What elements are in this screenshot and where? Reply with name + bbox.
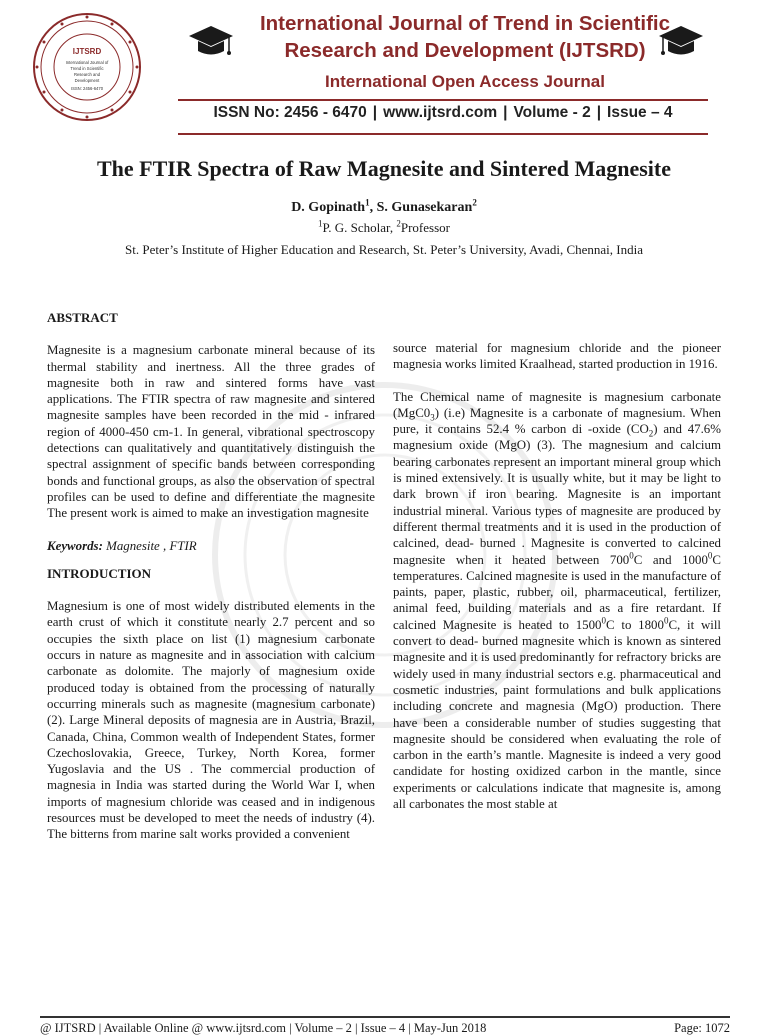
degree-sup: 0: [601, 615, 606, 626]
authors: [0, 197, 768, 216]
keywords: [47, 538, 375, 554]
svg-text:Research and: Research and: [73, 72, 101, 77]
degree-sup: 0: [629, 550, 634, 561]
role-text: Professor: [400, 220, 450, 235]
journal-title: [230, 10, 700, 64]
issue: Issue – 4: [607, 104, 673, 121]
author-sup: 1: [365, 197, 370, 208]
role-sup: 1: [318, 218, 323, 229]
page-footer: [40, 1021, 730, 1036]
paragraph: source material for magnesium chloride and the pioneer magnesia works limited Kraalhead, started production in 1916.: [393, 341, 721, 372]
journal-header: [0, 0, 768, 140]
abstract-heading: ABSTRACT: [47, 310, 118, 325]
text-run: ) (i.e) Magnesite is a carbonate of magnesium. When pure, it contains 52.4 % carbon di -oxide (CO: [393, 405, 721, 437]
text-run: C temperatures. Calcined magnesite is used in the manufacture of paints, paper, plastic, rubber, oil, pharmaceutical, fertilizer, animal feed, building materials and as a fire retardant. If calcined Magnesite is heated to 1500: [393, 552, 721, 632]
introduction-heading: INTRODUCTION: [47, 565, 152, 581]
svg-text:Trend in Scientific: Trend in Scientific: [70, 66, 104, 71]
issn-line: [178, 104, 708, 122]
svg-text:ISSN: 2456-6470: ISSN: 2456-6470: [70, 86, 104, 91]
separator: |: [596, 104, 602, 121]
separator: |: [503, 104, 508, 121]
graduation-cap-icon: [188, 24, 234, 62]
svg-text:Development: Development: [74, 78, 100, 83]
right-column: [393, 340, 721, 828]
degree-sup: 0: [707, 550, 713, 561]
degree-sup: 0: [663, 615, 669, 626]
text-run: C to 1800: [606, 617, 664, 632]
header-divider: [178, 99, 708, 101]
website-link[interactable]: www.ijtsrd.com: [383, 104, 498, 121]
author-roles: [0, 220, 768, 236]
issn: ISSN No: 2456 - 6470: [213, 104, 367, 121]
paper-title: The FTIR Spectra of Raw Magnesite and Sintered Magnesite: [97, 156, 671, 181]
footer-citation: @ IJTSRD | Available Online @ www.ijtsrd.com | Volume – 2 | Issue – 4 | May-Jun 2018: [40, 1021, 487, 1035]
author-name: S. Gunasekaran: [376, 200, 473, 215]
svg-text:International Journal of: International Journal of: [65, 60, 109, 65]
abstract-text: Magnesite is a magnesium carbonate mineral because of its thermal stability and inertness. All the three grades of magnesite both in raw and sintered forms have vast applications. The FTIR spectra of raw magnesite and sintered magnesite samples have been recorded in the mid - infrared region of 4000-450 cm-1. In general, vibrational spectroscopy detections can qualitatively and quantitatively distinguish the spectral assignment of specific bands between corresponding bonds and functional groups, as also the observation of spectral profiles can be used to define and differentiate the magnesite The present work is aimed to make an investigation magnesite: [47, 343, 375, 521]
keywords-label: Keywords:: [47, 538, 103, 553]
role-text: P. G. Scholar,: [322, 220, 397, 235]
keywords-value: Magnesite , FTIR: [102, 538, 197, 553]
journal-seal-icon: [32, 12, 142, 122]
subscript: 2: [648, 428, 654, 439]
header-divider: [178, 133, 708, 135]
journal-title-line1: International Journal of Trend in Scientific: [259, 12, 671, 35]
left-column: [47, 310, 375, 859]
subscript: 3: [430, 412, 435, 423]
page-number: Page: 1072: [674, 1021, 730, 1035]
footer-divider: [40, 1016, 730, 1018]
journal-title-line2: Research and Development (IJTSRD): [284, 39, 646, 62]
svg-text:IJTSRD: IJTSRD: [72, 47, 102, 56]
volume: Volume - 2: [513, 104, 591, 121]
separator: |: [372, 104, 378, 121]
text-run: C and 1000: [633, 552, 708, 567]
role-sup: 2: [396, 218, 401, 229]
introduction-text: Magnesium is one of most widely distributed elements in the earth crust of which it constitute nearly 2.7 percent and so occupies the sixth place on list (1) magnesium carbonate occurs in nature as magnesite and in association with calcium carbonate as dolomite. The majorly of magnesium oxide produced today is obtained from the processing of naturally occurring minerals such as magnesite (magnesium carbonate) (2). Large Mineral deposits of magnesia are in Austria, Brazil, Canada, China, Common wealth of Independent States, former Czechoslovakia, Greece, Turkey, North Korea, former Yugoslavia and the US . The commercial production of magnesia in India was started during the World War I, when imports of magnesium chloride was ceased and in indigenous resources must be developed to meet the needs of industry (4). The bitterns from marine salt works provided a convenient: [47, 599, 375, 842]
affiliation: St. Peter’s Institute of Higher Education and Research, St. Peter’s University, Avadi, Chennai, India: [125, 242, 643, 257]
author-sup: 2: [472, 197, 477, 208]
text-run: C, it will convert to dead- burned magnesite which is known as sintered magnesite and it is used predominantly for refractory bricks are widely used in many industrial sectors e.g. pharmaceutical and cosmetic industries, paint formulations and bulk applications including concrete and magnesia (MgO) production. There have been a considerable number of studies suggesting that magnesite should be considered when evaluating the role of carbon in the earth’s mantle. Magnesite is indeed a very good candidate for hosting oxidized carbon in the mantle, since experiments or calculations indicate that magnesite is, among all carbonates the most stable at: [393, 617, 721, 812]
author-name: D. Gopinath: [291, 200, 366, 215]
text-run: ) and 47.6% magnesium oxide (MgO) (3). The magnesium and calcium bearing carbonates represent an important mineral group which is mined extensively. It is usually white, but it may be light to dark brown if iron bearing. Magnesite is an important industrial mineral. Various types of magnesite are produced by different thermal treatments and it is used in the production of calcined, dead- burned . Magnesite is converted to calcined magnesite when it heated between 700: [393, 422, 721, 567]
author-separator: ,: [369, 200, 377, 215]
paragraph: [393, 389, 721, 813]
open-access-label: International Open Access Journal: [325, 72, 605, 91]
text-run: The Chemical name of magnesite is magnesium carbonate (MgC0: [393, 389, 721, 420]
